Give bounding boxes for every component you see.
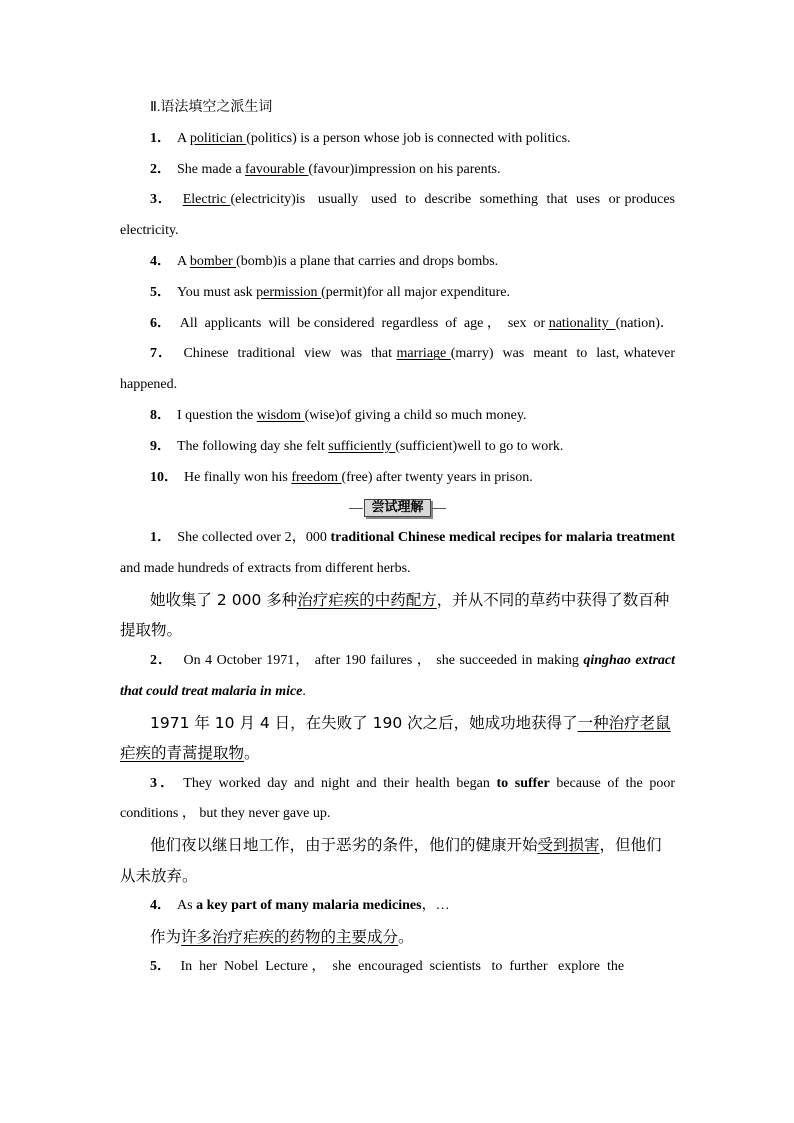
item-text: On 4 October 1971， after 190 failures ， she succeeded in making [179, 652, 584, 668]
translation-item-chinese [120, 585, 675, 646]
exercise-item [120, 339, 679, 401]
item-number: 5． [150, 284, 171, 300]
item-text: As [177, 898, 197, 914]
item-number: 4． [150, 898, 171, 914]
item-text: All applicants will be considered regardless of age ， sex or [177, 315, 549, 331]
zh-text: 作为 [150, 927, 182, 946]
exercise-item [120, 124, 675, 155]
translation-item-english [120, 646, 675, 708]
banner-rule-left [349, 508, 363, 509]
item-number: 1． [150, 530, 172, 546]
exercise-item [120, 185, 679, 247]
translation-item-english [120, 769, 675, 831]
key-phrase: to suffer [496, 775, 550, 791]
item-text: (free) after twenty years in prison. [341, 469, 533, 485]
answer-blank: bomber [189, 253, 237, 269]
item-text: I question the [177, 407, 257, 423]
item-number: 5． [150, 959, 171, 975]
translation-item-english [120, 891, 675, 922]
item-number: 3． [150, 192, 173, 208]
answer-blank: favourable [245, 161, 309, 177]
item-number: 9． [150, 438, 171, 454]
item-number: 4． [150, 253, 171, 269]
item-number: 2． [150, 161, 171, 177]
item-text: The following day she felt [177, 438, 329, 454]
item-text: (marry) was meant to last, whatever happened. [120, 346, 679, 393]
item-text: He finally won his [184, 469, 292, 485]
zh-text: 她收集了 2 000 多种 [150, 590, 298, 609]
zh-text: ，但他们从未放弃。 [120, 836, 662, 885]
item-number: 6． [150, 315, 171, 331]
item-text: (bomb)is a plane that carries and drops bombs. [236, 253, 499, 269]
item-text: (favour)impression on his parents. [308, 161, 501, 177]
item-text: . [302, 683, 306, 699]
item-text: She made a [177, 161, 246, 177]
banner-box [346, 499, 448, 517]
translation-item-chinese [120, 922, 675, 953]
item-number: 8． [150, 407, 171, 423]
section-banner [120, 493, 675, 523]
item-text: A [177, 253, 190, 269]
section-roman-numeral: Ⅱ. [150, 100, 161, 115]
item-text: They worked day and night and their health began [183, 775, 497, 791]
item-text: ，… [421, 898, 450, 914]
exercise-item [120, 463, 675, 494]
item-number: 1． [150, 130, 171, 146]
item-text: You must ask [177, 284, 257, 300]
item-text: (politics) is a person whose job is connected with politics. [246, 130, 571, 146]
item-number: 3． [150, 775, 178, 791]
item-text: (sufficient)well to go to work. [395, 438, 564, 454]
exercise-item [120, 432, 675, 463]
banner-rule-right [432, 508, 446, 509]
item-text: She collected over 2，000 [177, 530, 331, 546]
item-text: (nation)． [615, 315, 674, 331]
item-text: and made hundreds of extracts from different herbs. [120, 561, 411, 577]
exercise-item [120, 247, 675, 278]
exercise-item [120, 155, 675, 186]
item-text: (permit)for all major expenditure. [321, 284, 510, 300]
zh-text: 他们夜以继日地工作，由于恶劣的条件，他们的健康开始 [150, 836, 538, 855]
translation-item-chinese [120, 708, 675, 769]
translation-item-chinese [120, 830, 675, 891]
item-text: because of the poor conditions ， but they never gave up. [120, 775, 676, 822]
zh-key-phrase: 受到损害 [537, 836, 600, 855]
zh-key-phrase: 治疗疟疾的中药配方 [297, 590, 437, 609]
zh-text: 1971 年 10 月 4 日，在失败了 190 次之后，她成功地获得了 [150, 713, 578, 732]
banner-label: 尝试理解 [364, 499, 430, 517]
answer-blank: permission [256, 284, 322, 300]
answer-blank: wisdom [256, 407, 305, 423]
item-text: In her Nobel Lecture ， she encouraged scientists to further explore the [177, 959, 625, 975]
item-text: Chinese traditional view was that [178, 346, 397, 362]
key-phrase: qinghao extract that could treat malaria in mice [120, 652, 675, 699]
translation-item-english [120, 952, 675, 983]
document-page [120, 92, 679, 983]
exercise-item [120, 278, 675, 309]
section-heading [120, 92, 675, 124]
exercise-item [120, 309, 675, 340]
answer-blank: Electric [182, 192, 231, 208]
zh-text: ，并从不同的草药中获得了数百种提取物。 [120, 590, 670, 640]
item-text: A [177, 130, 190, 146]
section-title: 语法填空之派生词 [160, 99, 273, 115]
zh-key-phrase: 许多治疗疟疾的药物的主要成分 [181, 927, 399, 946]
answer-blank: sufficiently [328, 438, 396, 454]
key-phrase: traditional Chinese medical recipes for malaria treatment [330, 530, 676, 546]
zh-text: 。 [398, 927, 414, 946]
item-number: 2． [150, 652, 173, 668]
zh-text: 。 [244, 744, 260, 763]
zh-key-phrase: 一种治疗老鼠疟疾的青蒿提取物 [120, 713, 671, 763]
item-number: 7． [150, 346, 173, 362]
translation-item-english [120, 523, 675, 585]
answer-blank: marriage [396, 346, 451, 362]
exercise-item [120, 401, 675, 432]
answer-blank: nationality [548, 315, 616, 331]
item-text: (wise)of giving a child so much money. [304, 407, 527, 423]
item-number: 10． [150, 469, 178, 485]
answer-blank: politician [189, 130, 247, 146]
item-text: (electricity)is usually used to describe something that uses or produces electricity. [120, 192, 679, 239]
key-phrase: a key part of many malaria medicines [196, 898, 422, 914]
answer-blank: freedom [291, 469, 342, 485]
